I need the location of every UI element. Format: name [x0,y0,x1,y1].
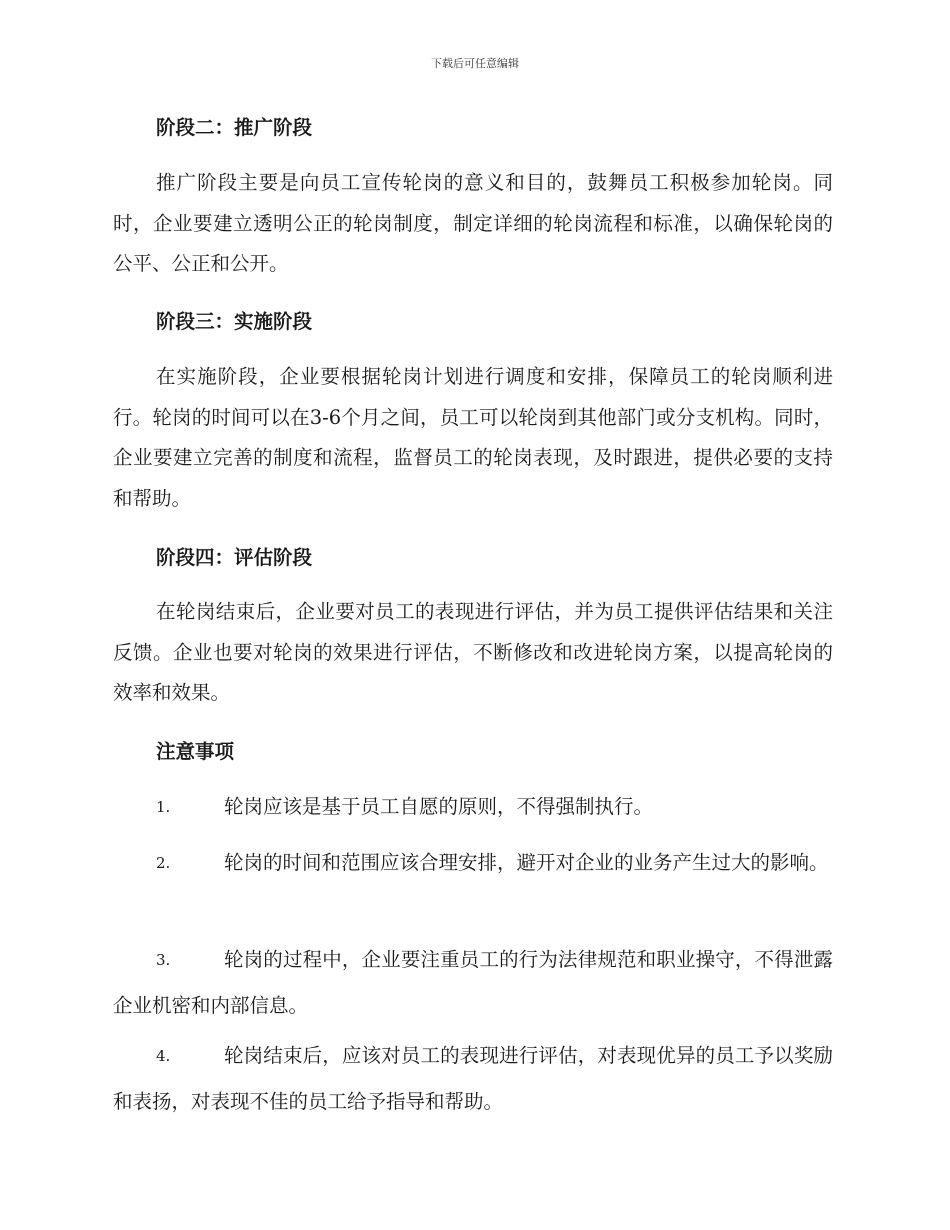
list-item-text: 轮岗的时间和范围应该合理安排，避开对企业的业务产生过大的影响。 [224,851,829,874]
notes-heading: 注意事项 [156,740,235,763]
list-item [113,784,833,830]
section-heading-stage-3: 阶段三：实施阶段 [156,310,313,333]
list-item-number: 3. [156,951,171,969]
page-header-note: 下载后可任意编辑 [431,57,519,70]
list-item-number: 1. [156,798,171,816]
list-item-text: 轮岗结束后，应该对员工的表现进行评估，对表现优异的员工予以奖励和表扬，对表现不佳的员工给予指导和帮助。 [113,1044,833,1113]
section-body-stage-4: 在轮岗结束后，企业要对员工的表现进行评估，并为员工提供评估结果和关注反馈。企业也要对轮岗的效果进行评估，不断修改和改进轮岗方案，以提高轮岗的效率和效果。 [113,600,833,704]
list-item [113,1033,833,1125]
section-heading-stage-4: 阶段四：评估阶段 [156,546,313,569]
list-item-number: 2. [156,854,171,872]
section-heading-stage-2: 阶段二：推广阶段 [156,116,313,139]
list-item-number: 4. [156,1047,171,1065]
list-item-text: 轮岗的过程中，企业要注重员工的行为法律规范和职业操守，不得泄露企业机密和内部信息。 [113,948,833,1017]
section-body-stage-3: 在实施阶段，企业要根据轮岗计划进行调度和安排，保障员工的轮岗顺利进行。轮岗的时间可以在3-6个月之间，员工可以轮岗到其他部门或分支机构。同时，企业要建立完善的制度和流程，监督员工的轮岗表现，及时跟进，提供必要的支持和帮助。 [113,365,833,510]
list-item-text: 轮岗应该是基于员工自愿的原则，不得强制执行。 [224,795,654,818]
list-item [113,937,833,1029]
list-item [113,840,833,886]
section-body-stage-2: 推广阶段主要是向员工宣传轮岗的意义和目的，鼓舞员工积极参加轮岗。同时，企业要建立透明公正的轮岗制度，制定详细的轮岗流程和标准，以确保轮岗的公平、公正和公开。 [113,171,833,275]
